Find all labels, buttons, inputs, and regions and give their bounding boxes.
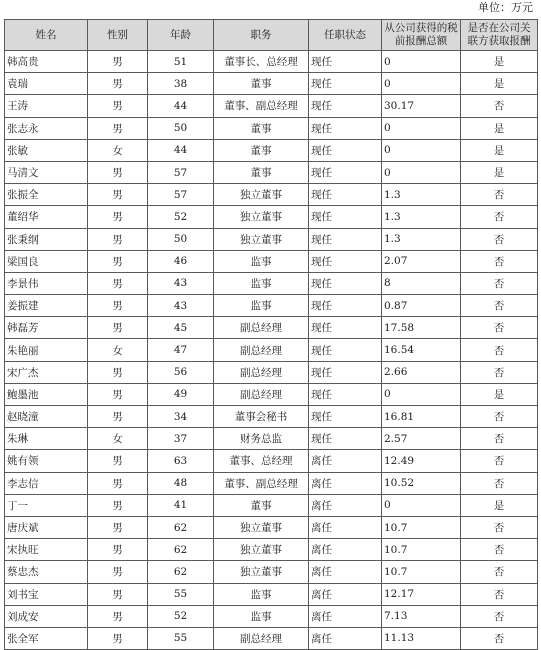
unit-label: 单位：万元 xyxy=(478,1,533,14)
cell-pretax-pay: 12.17 xyxy=(382,583,461,605)
table-row xyxy=(5,494,538,516)
cell-related-party-pay: 否 xyxy=(461,272,538,294)
cell-gender: 男 xyxy=(88,73,148,95)
cell-name: 朱艳丽 xyxy=(5,339,88,361)
cell-age: 34 xyxy=(148,406,214,428)
cell-pretax-pay: 2.66 xyxy=(382,361,461,383)
cell-name: 鲍墨池 xyxy=(5,383,88,405)
cell-status: 现任 xyxy=(309,73,382,95)
cell-related-party-pay: 是 xyxy=(461,494,538,516)
cell-position: 董事长、总经理 xyxy=(214,51,309,73)
cell-pretax-pay: 10.7 xyxy=(382,561,461,583)
cell-status: 现任 xyxy=(309,117,382,139)
cell-age: 56 xyxy=(148,361,214,383)
table-row xyxy=(5,161,538,183)
cell-status: 现任 xyxy=(309,339,382,361)
cell-age: 55 xyxy=(148,583,214,605)
cell-age: 49 xyxy=(148,383,214,405)
cell-gender: 女 xyxy=(88,339,148,361)
table-row xyxy=(5,250,538,272)
cell-age: 38 xyxy=(148,73,214,95)
cell-position: 董事 xyxy=(214,494,309,516)
cell-status: 离任 xyxy=(309,561,382,583)
header-related-party-pay: 是否在公司关联方获取报酬 xyxy=(461,20,538,51)
cell-name: 张敏 xyxy=(5,139,88,161)
cell-position: 董事、总经理 xyxy=(214,450,309,472)
cell-name: 张振全 xyxy=(5,184,88,206)
cell-gender: 男 xyxy=(88,51,148,73)
cell-status: 现任 xyxy=(309,317,382,339)
table-row xyxy=(5,272,538,294)
cell-status: 现任 xyxy=(309,361,382,383)
cell-position: 监事 xyxy=(214,605,309,627)
cell-name: 丁一 xyxy=(5,494,88,516)
cell-status: 离任 xyxy=(309,605,382,627)
cell-name: 张秉纲 xyxy=(5,228,88,250)
cell-status: 离任 xyxy=(309,516,382,538)
header-gender: 性别 xyxy=(88,20,148,51)
cell-position: 独立董事 xyxy=(214,516,309,538)
cell-status: 现任 xyxy=(309,428,382,450)
cell-status: 现任 xyxy=(309,406,382,428)
cell-status: 现任 xyxy=(309,295,382,317)
cell-name: 姜振建 xyxy=(5,295,88,317)
cell-pretax-pay: 1.3 xyxy=(382,206,461,228)
cell-name: 宋执旺 xyxy=(5,539,88,561)
cell-position: 副总经理 xyxy=(214,627,309,649)
header-status: 任职状态 xyxy=(309,20,382,51)
cell-name: 王涛 xyxy=(5,95,88,117)
cell-related-party-pay: 否 xyxy=(461,516,538,538)
cell-name: 梁国良 xyxy=(5,250,88,272)
cell-pretax-pay: 2.57 xyxy=(382,428,461,450)
cell-status: 现任 xyxy=(309,51,382,73)
header-pretax-pay: 从公司获得的税前报酬总额 xyxy=(382,20,461,51)
cell-related-party-pay: 是 xyxy=(461,139,538,161)
cell-status: 离任 xyxy=(309,539,382,561)
cell-status: 现任 xyxy=(309,272,382,294)
cell-age: 55 xyxy=(148,627,214,649)
cell-position: 财务总监 xyxy=(214,428,309,450)
cell-age: 43 xyxy=(148,295,214,317)
table-row xyxy=(5,139,538,161)
cell-name: 韩高贵 xyxy=(5,51,88,73)
cell-position: 监事 xyxy=(214,295,309,317)
cell-related-party-pay: 否 xyxy=(461,295,538,317)
cell-related-party-pay: 否 xyxy=(461,605,538,627)
cell-position: 董事会秘书 xyxy=(214,406,309,428)
table-row xyxy=(5,184,538,206)
cell-related-party-pay: 是 xyxy=(461,51,538,73)
cell-related-party-pay: 是 xyxy=(461,117,538,139)
cell-age: 63 xyxy=(148,450,214,472)
cell-position: 副总经理 xyxy=(214,383,309,405)
cell-gender: 男 xyxy=(88,406,148,428)
cell-position: 独立董事 xyxy=(214,206,309,228)
header-row xyxy=(5,20,538,51)
cell-age: 45 xyxy=(148,317,214,339)
table-row xyxy=(5,339,538,361)
table-row xyxy=(5,561,538,583)
cell-related-party-pay: 否 xyxy=(461,539,538,561)
cell-age: 57 xyxy=(148,161,214,183)
cell-related-party-pay: 否 xyxy=(461,184,538,206)
cell-pretax-pay: 0 xyxy=(382,161,461,183)
table-row xyxy=(5,73,538,95)
cell-age: 52 xyxy=(148,605,214,627)
table-row xyxy=(5,583,538,605)
cell-related-party-pay: 否 xyxy=(461,317,538,339)
header-age: 年龄 xyxy=(148,20,214,51)
cell-status: 离任 xyxy=(309,472,382,494)
cell-related-party-pay: 是 xyxy=(461,383,538,405)
cell-pretax-pay: 0 xyxy=(382,73,461,95)
table-row xyxy=(5,428,538,450)
cell-position: 副总经理 xyxy=(214,317,309,339)
cell-name: 蔡忠杰 xyxy=(5,561,88,583)
cell-status: 离任 xyxy=(309,627,382,649)
cell-status: 现任 xyxy=(309,228,382,250)
cell-pretax-pay: 10.7 xyxy=(382,516,461,538)
cell-pretax-pay: 11.13 xyxy=(382,627,461,649)
cell-gender: 男 xyxy=(88,472,148,494)
cell-related-party-pay: 否 xyxy=(461,228,538,250)
cell-name: 李志信 xyxy=(5,472,88,494)
cell-name: 刘书宝 xyxy=(5,583,88,605)
cell-pretax-pay: 0 xyxy=(382,383,461,405)
cell-age: 43 xyxy=(148,272,214,294)
cell-pretax-pay: 16.81 xyxy=(382,406,461,428)
cell-name: 马清文 xyxy=(5,161,88,183)
cell-gender: 男 xyxy=(88,161,148,183)
cell-related-party-pay: 否 xyxy=(461,627,538,649)
cell-position: 独立董事 xyxy=(214,184,309,206)
header-name: 姓名 xyxy=(5,20,88,51)
cell-name: 宋广杰 xyxy=(5,361,88,383)
executive-compensation-table xyxy=(4,19,538,650)
table-row xyxy=(5,206,538,228)
cell-status: 离任 xyxy=(309,494,382,516)
cell-name: 韩磊芳 xyxy=(5,317,88,339)
cell-age: 44 xyxy=(148,95,214,117)
cell-age: 62 xyxy=(148,561,214,583)
cell-age: 57 xyxy=(148,184,214,206)
cell-age: 41 xyxy=(148,494,214,516)
cell-related-party-pay: 否 xyxy=(461,206,538,228)
cell-pretax-pay: 12.49 xyxy=(382,450,461,472)
cell-gender: 男 xyxy=(88,317,148,339)
cell-related-party-pay: 否 xyxy=(461,339,538,361)
cell-age: 62 xyxy=(148,516,214,538)
cell-gender: 男 xyxy=(88,516,148,538)
cell-age: 44 xyxy=(148,139,214,161)
cell-status: 现任 xyxy=(309,184,382,206)
table-row xyxy=(5,361,538,383)
cell-position: 董事、副总经理 xyxy=(214,95,309,117)
table-row xyxy=(5,295,538,317)
table-row xyxy=(5,539,538,561)
cell-age: 37 xyxy=(148,428,214,450)
cell-pretax-pay: 10.52 xyxy=(382,472,461,494)
cell-gender: 男 xyxy=(88,583,148,605)
cell-gender: 男 xyxy=(88,539,148,561)
cell-pretax-pay: 0 xyxy=(382,117,461,139)
cell-position: 监事 xyxy=(214,272,309,294)
table-row xyxy=(5,516,538,538)
cell-name: 张志永 xyxy=(5,117,88,139)
cell-pretax-pay: 0 xyxy=(382,51,461,73)
cell-related-party-pay: 否 xyxy=(461,428,538,450)
cell-pretax-pay: 30.17 xyxy=(382,95,461,117)
cell-age: 47 xyxy=(148,339,214,361)
cell-gender: 男 xyxy=(88,95,148,117)
cell-related-party-pay: 是 xyxy=(461,161,538,183)
cell-related-party-pay: 是 xyxy=(461,73,538,95)
cell-gender: 男 xyxy=(88,272,148,294)
cell-position: 董事 xyxy=(214,161,309,183)
cell-gender: 男 xyxy=(88,383,148,405)
cell-gender: 男 xyxy=(88,361,148,383)
cell-related-party-pay: 否 xyxy=(461,250,538,272)
cell-position: 独立董事 xyxy=(214,228,309,250)
cell-gender: 男 xyxy=(88,295,148,317)
cell-gender: 女 xyxy=(88,139,148,161)
cell-status: 离任 xyxy=(309,450,382,472)
cell-related-party-pay: 否 xyxy=(461,450,538,472)
cell-pretax-pay: 0 xyxy=(382,494,461,516)
cell-name: 李景伟 xyxy=(5,272,88,294)
cell-status: 现任 xyxy=(309,383,382,405)
cell-pretax-pay: 16.54 xyxy=(382,339,461,361)
table-body xyxy=(5,51,538,650)
cell-gender: 男 xyxy=(88,117,148,139)
cell-position: 独立董事 xyxy=(214,539,309,561)
cell-related-party-pay: 否 xyxy=(461,95,538,117)
table-row xyxy=(5,117,538,139)
table-row xyxy=(5,383,538,405)
cell-position: 独立董事 xyxy=(214,561,309,583)
cell-related-party-pay: 否 xyxy=(461,472,538,494)
cell-gender: 男 xyxy=(88,184,148,206)
cell-pretax-pay: 7.13 xyxy=(382,605,461,627)
table-row xyxy=(5,228,538,250)
cell-position: 副总经理 xyxy=(214,339,309,361)
cell-position: 监事 xyxy=(214,583,309,605)
cell-age: 48 xyxy=(148,472,214,494)
cell-age: 50 xyxy=(148,228,214,250)
cell-related-party-pay: 否 xyxy=(461,361,538,383)
cell-position: 监事 xyxy=(214,250,309,272)
cell-position: 董事、副总经理 xyxy=(214,472,309,494)
cell-name: 姚有领 xyxy=(5,450,88,472)
cell-gender: 女 xyxy=(88,428,148,450)
cell-gender: 男 xyxy=(88,561,148,583)
table-row xyxy=(5,406,538,428)
cell-pretax-pay: 8 xyxy=(382,272,461,294)
table-row xyxy=(5,317,538,339)
cell-pretax-pay: 1.3 xyxy=(382,228,461,250)
cell-age: 52 xyxy=(148,206,214,228)
cell-related-party-pay: 否 xyxy=(461,583,538,605)
cell-pretax-pay: 0 xyxy=(382,139,461,161)
cell-status: 现任 xyxy=(309,206,382,228)
cell-status: 现任 xyxy=(309,250,382,272)
table-row xyxy=(5,627,538,649)
cell-age: 62 xyxy=(148,539,214,561)
cell-pretax-pay: 0.87 xyxy=(382,295,461,317)
cell-position: 副总经理 xyxy=(214,361,309,383)
cell-status: 现任 xyxy=(309,139,382,161)
cell-related-party-pay: 否 xyxy=(461,561,538,583)
header-position: 职务 xyxy=(214,20,309,51)
cell-name: 董绍华 xyxy=(5,206,88,228)
cell-gender: 男 xyxy=(88,206,148,228)
cell-name: 赵晓潼 xyxy=(5,406,88,428)
cell-position: 董事 xyxy=(214,139,309,161)
cell-name: 张全军 xyxy=(5,627,88,649)
cell-name: 朱琳 xyxy=(5,428,88,450)
cell-name: 刘成安 xyxy=(5,605,88,627)
cell-pretax-pay: 1.3 xyxy=(382,184,461,206)
cell-related-party-pay: 否 xyxy=(461,406,538,428)
cell-position: 董事 xyxy=(214,117,309,139)
cell-age: 46 xyxy=(148,250,214,272)
cell-gender: 男 xyxy=(88,250,148,272)
cell-age: 51 xyxy=(148,51,214,73)
table-row xyxy=(5,450,538,472)
cell-gender: 男 xyxy=(88,627,148,649)
cell-status: 现任 xyxy=(309,161,382,183)
cell-gender: 男 xyxy=(88,450,148,472)
cell-pretax-pay: 17.58 xyxy=(382,317,461,339)
cell-age: 50 xyxy=(148,117,214,139)
cell-gender: 男 xyxy=(88,494,148,516)
cell-gender: 男 xyxy=(88,605,148,627)
cell-pretax-pay: 2.07 xyxy=(382,250,461,272)
cell-pretax-pay: 10.7 xyxy=(382,539,461,561)
cell-gender: 男 xyxy=(88,228,148,250)
cell-name: 袁瑞 xyxy=(5,73,88,95)
table-row xyxy=(5,605,538,627)
cell-status: 离任 xyxy=(309,583,382,605)
table-row xyxy=(5,472,538,494)
table-row xyxy=(5,95,538,117)
cell-position: 董事 xyxy=(214,73,309,95)
cell-name: 唐庆斌 xyxy=(5,516,88,538)
cell-status: 现任 xyxy=(309,95,382,117)
table-row xyxy=(5,51,538,73)
